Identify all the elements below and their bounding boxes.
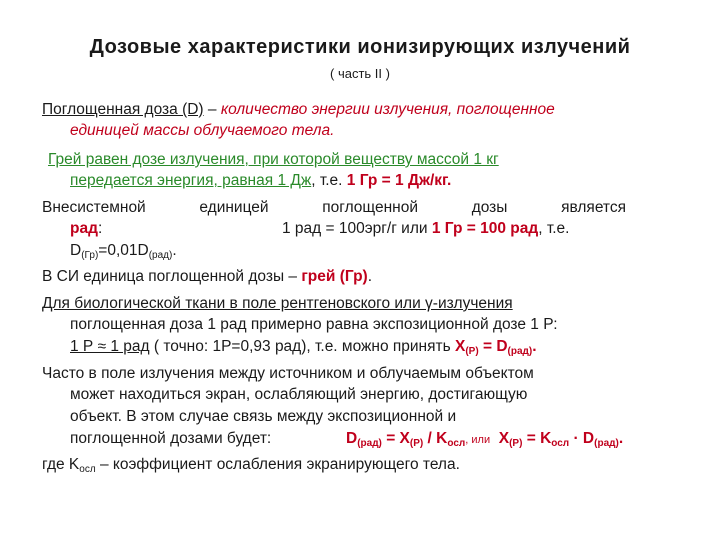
coefficient-definition: где $K_{осл}$ – коэффициент ослабления экранирующего тела. [42, 456, 460, 475]
attenuation-formulas: $D_{(рад)} = X_{(Р)} / K_{осл}$, или $X_{(Р)} = K_{осл} \cdot D_{(рад)}$. [346, 430, 624, 449]
si-unit-line: В СИ единица поглощенной дозы – грей (Гр). [42, 268, 373, 285]
absorbed-dose-definition-line2: единицей массы облучаемого тела. [70, 122, 335, 139]
rad-equation: 1 рад = 100эрг/г или 1 Гр = 100 рад, т.е. [282, 220, 570, 237]
page-subtitle: ( часть II ) [330, 66, 390, 81]
bio-tissue-line2: поглощенная доза 1 рад примерно равна экспозиционной дозе 1 Р: [70, 316, 558, 333]
rad-unit-line2: рад: [70, 220, 103, 237]
screen-line4: поглощенной дозами будет: [70, 430, 272, 447]
rad-unit-line3: $D_{(Гр)}=0,01D_{(рад)}$. [70, 242, 177, 261]
bio-tissue-line3: 1 Р ≈ 1 рад ( точно: 1Р=0,93 рад), т.е. можно принять $X_{(Р)} = D_{(рад)}$. [70, 338, 537, 357]
absorbed-dose-term: Поглощенная доза (D) [42, 101, 204, 118]
screen-line2: может находиться экран, ослабляющий энергию, достигающую [70, 386, 528, 403]
rad-unit-line1: Внесистемной единицей поглощенной дозы является [42, 199, 626, 216]
dose-attenuation-formula1: $D_{(рад)} = X_{(Р)} / K_{осл}$ [346, 430, 466, 449]
bio-tissue-line1: Для биологической ткани в поле рентгеновского или γ-излучения [42, 295, 513, 312]
rad-term: рад [70, 220, 98, 237]
gray-equation: 1 Гр = 1 Дж/кг. [346, 172, 452, 189]
dose-attenuation-formula2: $X_{(Р)} = K_{осл} \cdot D_{(рад)}$. [498, 430, 624, 449]
exposure-absorbed-equation: $X_{(Р)} = D_{(рад)}$. [455, 338, 537, 357]
absorbed-dose-definition-line1: Поглощенная доза (D) – количество энергии излучения, поглощенное [42, 101, 555, 118]
gray-definition-line1: Грей равен дозе излучения, при которой веществу массой 1 кг [48, 151, 499, 168]
screen-line1: Часто в поле излучения между источником и облучаемым объектом [42, 365, 534, 382]
absorbed-dose-definition: количество энергии излучения, поглощенное [220, 101, 555, 118]
screen-line3: объект. В этом случае связь между экспозиционной и [70, 408, 457, 425]
page-title: Дозовые характеристики ионизирующих излучений [89, 36, 631, 58]
gray-term: грей (Гр) [301, 268, 368, 285]
gray-definition-line2: передается энергия, равная 1 Дж, т.е. 1 Гр = 1 Дж/кг. [70, 172, 452, 189]
